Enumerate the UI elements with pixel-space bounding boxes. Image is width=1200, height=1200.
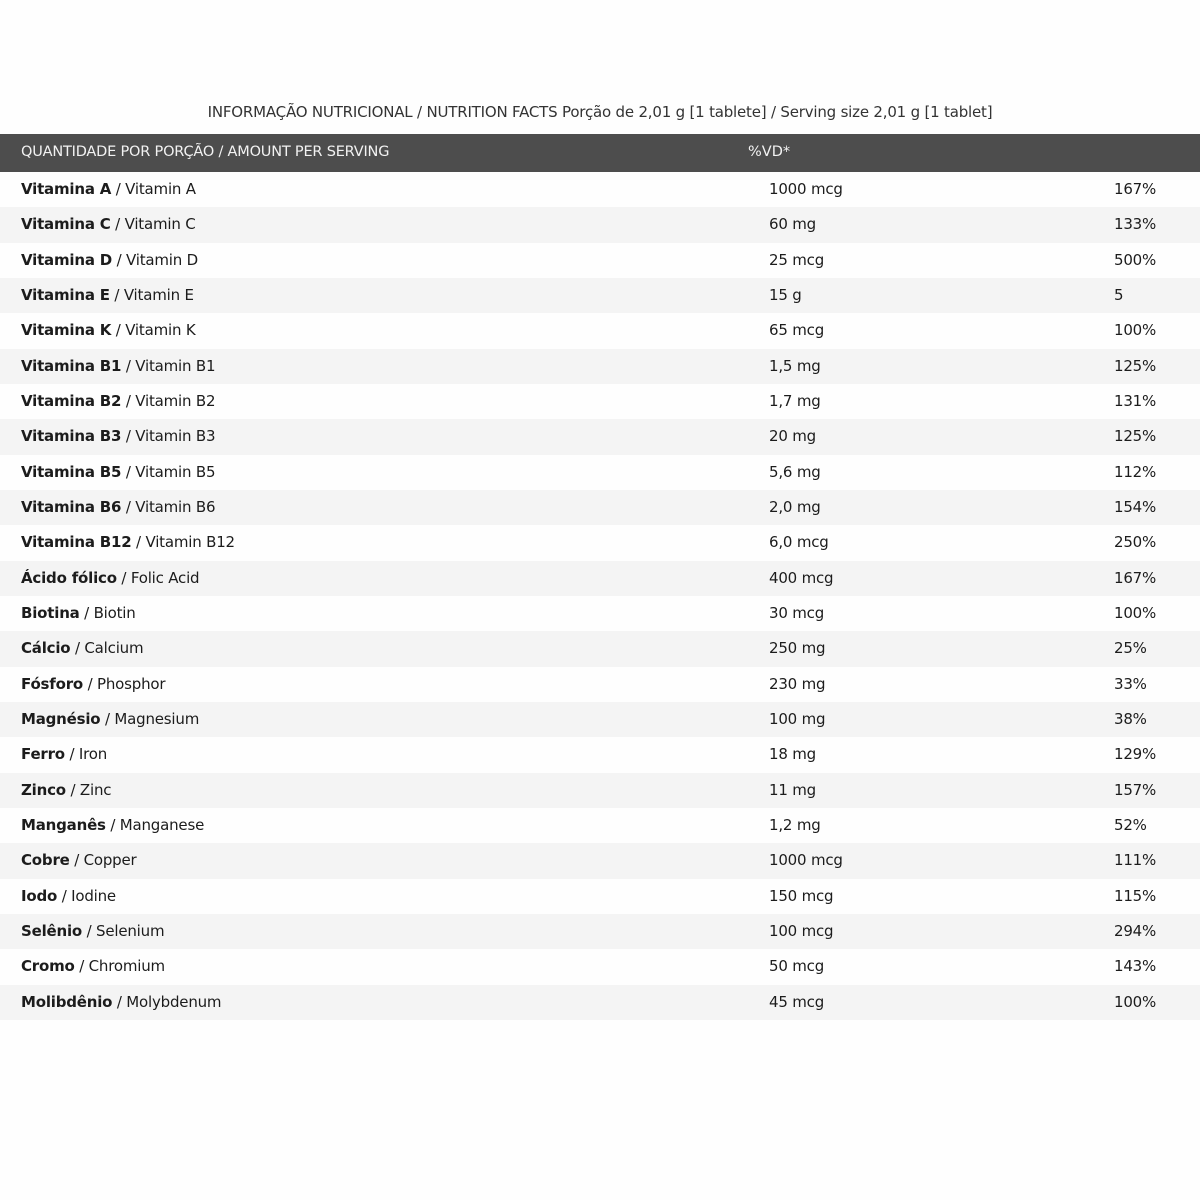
table-row [0, 384, 1200, 419]
nutrient-amount: 11 mg [769, 780, 816, 799]
nutrient-daily-value: 250% [1114, 533, 1157, 552]
table-row [0, 949, 1200, 984]
nutrient-name [21, 357, 215, 375]
nutrient-name-en: / Phosphor [83, 674, 166, 693]
nutrient-name-en: / Vitamin K [111, 321, 196, 340]
nutrient-name-en: / Calcium [70, 639, 144, 658]
nutrient-name-en: / Vitamin B12 [131, 533, 235, 552]
nutrient-name [21, 745, 107, 763]
nutrient-daily-value: 111% [1114, 851, 1157, 870]
nutrient-amount: 18 mg [769, 745, 816, 764]
nutrient-name-pt: Ácido fólico [21, 568, 117, 587]
nutrient-name-pt: Vitamina B2 [21, 391, 122, 410]
nutrient-name [21, 604, 136, 622]
nutrient-name-pt: Selênio [21, 921, 83, 940]
nutrient-name-pt: Magnésio [21, 709, 101, 728]
nutrient-name-en: / Iron [64, 745, 108, 764]
nutrient-daily-value: 167% [1114, 180, 1157, 198]
nutrient-name-pt: Zinco [21, 780, 66, 799]
table-row [0, 561, 1200, 596]
nutrient-amount: 50 mcg [769, 957, 825, 976]
table-row [0, 773, 1200, 808]
nutrient-daily-value: 294% [1114, 921, 1157, 940]
nutrient-name-en: / Selenium [82, 921, 165, 940]
nutrient-name [21, 427, 215, 445]
nutrient-name [21, 675, 165, 693]
nutrient-name-en: / Biotin [79, 603, 136, 622]
nutrient-amount: 1,2 mg [769, 815, 821, 834]
nutrient-name-en: / Chromium [74, 957, 165, 976]
nutrient-name [21, 781, 111, 799]
nutrient-name-en: / Zinc [65, 780, 112, 799]
nutrient-name [21, 321, 195, 339]
nutrient-name-en: / Magnesium [100, 709, 200, 728]
nutrient-amount: 250 mg [769, 639, 826, 658]
table-row [0, 737, 1200, 772]
nutrient-name-pt: Molibdênio [21, 992, 113, 1011]
nutrient-name [21, 392, 215, 410]
nutrient-daily-value: 38% [1114, 709, 1147, 728]
nutrient-name-pt: Vitamina B5 [21, 462, 122, 481]
nutrient-amount: 45 mcg [769, 992, 825, 1011]
nutrient-name-pt: Vitamina B1 [21, 356, 122, 375]
nutrient-daily-value: 133% [1114, 215, 1157, 234]
nutrient-daily-value: 33% [1114, 674, 1147, 693]
nutrient-name-pt: Manganês [21, 815, 106, 834]
nutrient-daily-value: 5 [1114, 285, 1124, 304]
nutrient-name-en: / Folic Acid [116, 568, 200, 587]
nutrient-name-en: / Vitamin B6 [121, 497, 216, 516]
table-row [0, 455, 1200, 490]
table-row [0, 313, 1200, 348]
nutrition-table [0, 134, 1200, 1020]
nutrient-name-en: / Iodine [57, 886, 116, 905]
nutrient-name [21, 569, 199, 587]
nutrient-amount: 20 mg [769, 427, 816, 446]
nutrient-name-pt: Cálcio [21, 639, 71, 658]
table-caption: INFORMAÇÃO NUTRICIONAL / NUTRITION FACTS Porção de 2,01 g [1 tablete] / Serving size 2,01 g [1 tablet] [207, 103, 993, 121]
nutrient-daily-value: 125% [1114, 427, 1157, 446]
table-body [0, 172, 1200, 1020]
nutrient-name-pt: Iodo [21, 886, 58, 905]
nutrient-daily-value: 115% [1114, 886, 1157, 905]
table-row [0, 525, 1200, 560]
nutrient-name-pt: Vitamina A [21, 180, 112, 198]
nutrient-amount: 60 mg [769, 215, 816, 234]
nutrient-daily-value: 125% [1114, 356, 1157, 375]
nutrient-name [21, 498, 215, 516]
nutrient-name [21, 463, 215, 481]
nutrient-daily-value: 157% [1114, 780, 1157, 799]
table-row [0, 490, 1200, 525]
nutrient-name [21, 816, 204, 834]
table-row [0, 596, 1200, 631]
table-row [0, 243, 1200, 278]
table-row [0, 207, 1200, 242]
nutrient-daily-value: 100% [1114, 321, 1157, 340]
nutrient-daily-value: 25% [1114, 639, 1147, 658]
table-row [0, 278, 1200, 313]
nutrient-name [21, 887, 116, 905]
nutrient-daily-value: 129% [1114, 745, 1157, 764]
nutrient-amount: 1,5 mg [769, 356, 821, 375]
table-row [0, 349, 1200, 384]
nutrient-name-pt: Biotina [21, 603, 80, 622]
nutrient-name-pt: Vitamina K [21, 321, 112, 340]
nutrient-name [21, 851, 137, 869]
nutrient-name-en: / Copper [69, 851, 137, 870]
nutrient-daily-value: 143% [1114, 957, 1157, 976]
nutrient-daily-value: 112% [1114, 462, 1157, 481]
nutrient-amount: 1000 mcg [769, 180, 843, 198]
table-row [0, 843, 1200, 878]
nutrient-name-en: / Vitamin B5 [121, 462, 216, 481]
nutrient-amount: 150 mcg [769, 886, 834, 905]
nutrient-name [21, 710, 199, 728]
nutrient-daily-value: 100% [1114, 603, 1157, 622]
table-row [0, 985, 1200, 1020]
header-amount-per-serving: QUANTIDADE POR PORÇÃO / AMOUNT PER SERVING [21, 144, 390, 160]
nutrient-name [21, 533, 235, 551]
nutrient-name-en: / Manganese [105, 815, 205, 834]
nutrient-daily-value: 500% [1114, 250, 1157, 269]
nutrient-amount: 25 mcg [769, 250, 825, 269]
table-row [0, 419, 1200, 454]
nutrient-daily-value: 167% [1114, 568, 1157, 587]
nutrient-name-pt: Cobre [21, 851, 70, 870]
nutrient-name [21, 957, 165, 975]
nutrient-name-en: / Vitamin D [112, 250, 198, 269]
table-row [0, 914, 1200, 949]
nutrient-amount: 1000 mcg [769, 851, 843, 870]
nutrient-name-en: / Vitamin B1 [121, 356, 216, 375]
nutrient-name [21, 922, 164, 940]
header-daily-value: %VD* [748, 144, 791, 160]
table-row [0, 172, 1200, 207]
table-row [0, 667, 1200, 702]
nutrient-daily-value: 131% [1114, 391, 1157, 410]
table-row [0, 631, 1200, 666]
nutrient-name-pt: Ferro [21, 745, 65, 764]
nutrient-name-en: / Vitamin B2 [121, 391, 216, 410]
nutrient-amount: 100 mcg [769, 921, 834, 940]
table-row [0, 879, 1200, 914]
nutrient-amount: 1,7 mg [769, 391, 821, 410]
nutrient-name [21, 286, 194, 304]
nutrient-amount: 5,6 mg [769, 462, 821, 481]
nutrient-amount: 100 mg [769, 709, 826, 728]
nutrient-name [21, 251, 198, 269]
nutrient-name-en: / Vitamin B3 [121, 427, 216, 446]
nutrient-daily-value: 100% [1114, 992, 1157, 1011]
nutrient-amount: 2,0 mg [769, 497, 821, 516]
nutrient-amount: 15 g [769, 285, 802, 304]
nutrient-amount: 230 mg [769, 674, 826, 693]
nutrient-name-pt: Vitamina B3 [21, 427, 122, 446]
nutrient-name-en: / Molybdenum [112, 992, 222, 1011]
nutrient-name-pt: Vitamina B6 [21, 497, 122, 516]
nutrient-daily-value: 52% [1114, 815, 1147, 834]
nutrient-name-pt: Vitamina B12 [21, 533, 132, 552]
nutrient-name-pt: Vitamina D [21, 250, 113, 269]
nutrient-name-en: / Vitamin A [111, 180, 196, 198]
nutrient-amount: 65 mcg [769, 321, 825, 340]
nutrient-amount: 30 mcg [769, 603, 825, 622]
nutrient-name [21, 180, 196, 198]
nutrient-name-pt: Vitamina C [21, 215, 111, 234]
nutrient-name-en: / Vitamin C [110, 215, 196, 234]
nutrient-amount: 6,0 mcg [769, 533, 829, 552]
table-header [0, 134, 1200, 172]
nutrient-name-pt: Vitamina E [21, 285, 110, 304]
nutrient-daily-value: 154% [1114, 497, 1157, 516]
table-row [0, 808, 1200, 843]
nutrient-name [21, 215, 195, 233]
nutrient-name-pt: Cromo [21, 957, 75, 976]
nutrient-name [21, 639, 143, 657]
nutrient-name-en: / Vitamin E [109, 285, 194, 304]
nutrient-name [21, 993, 221, 1011]
nutrient-amount: 400 mcg [769, 568, 834, 587]
nutrient-name-pt: Fósforo [21, 674, 84, 693]
table-row [0, 702, 1200, 737]
